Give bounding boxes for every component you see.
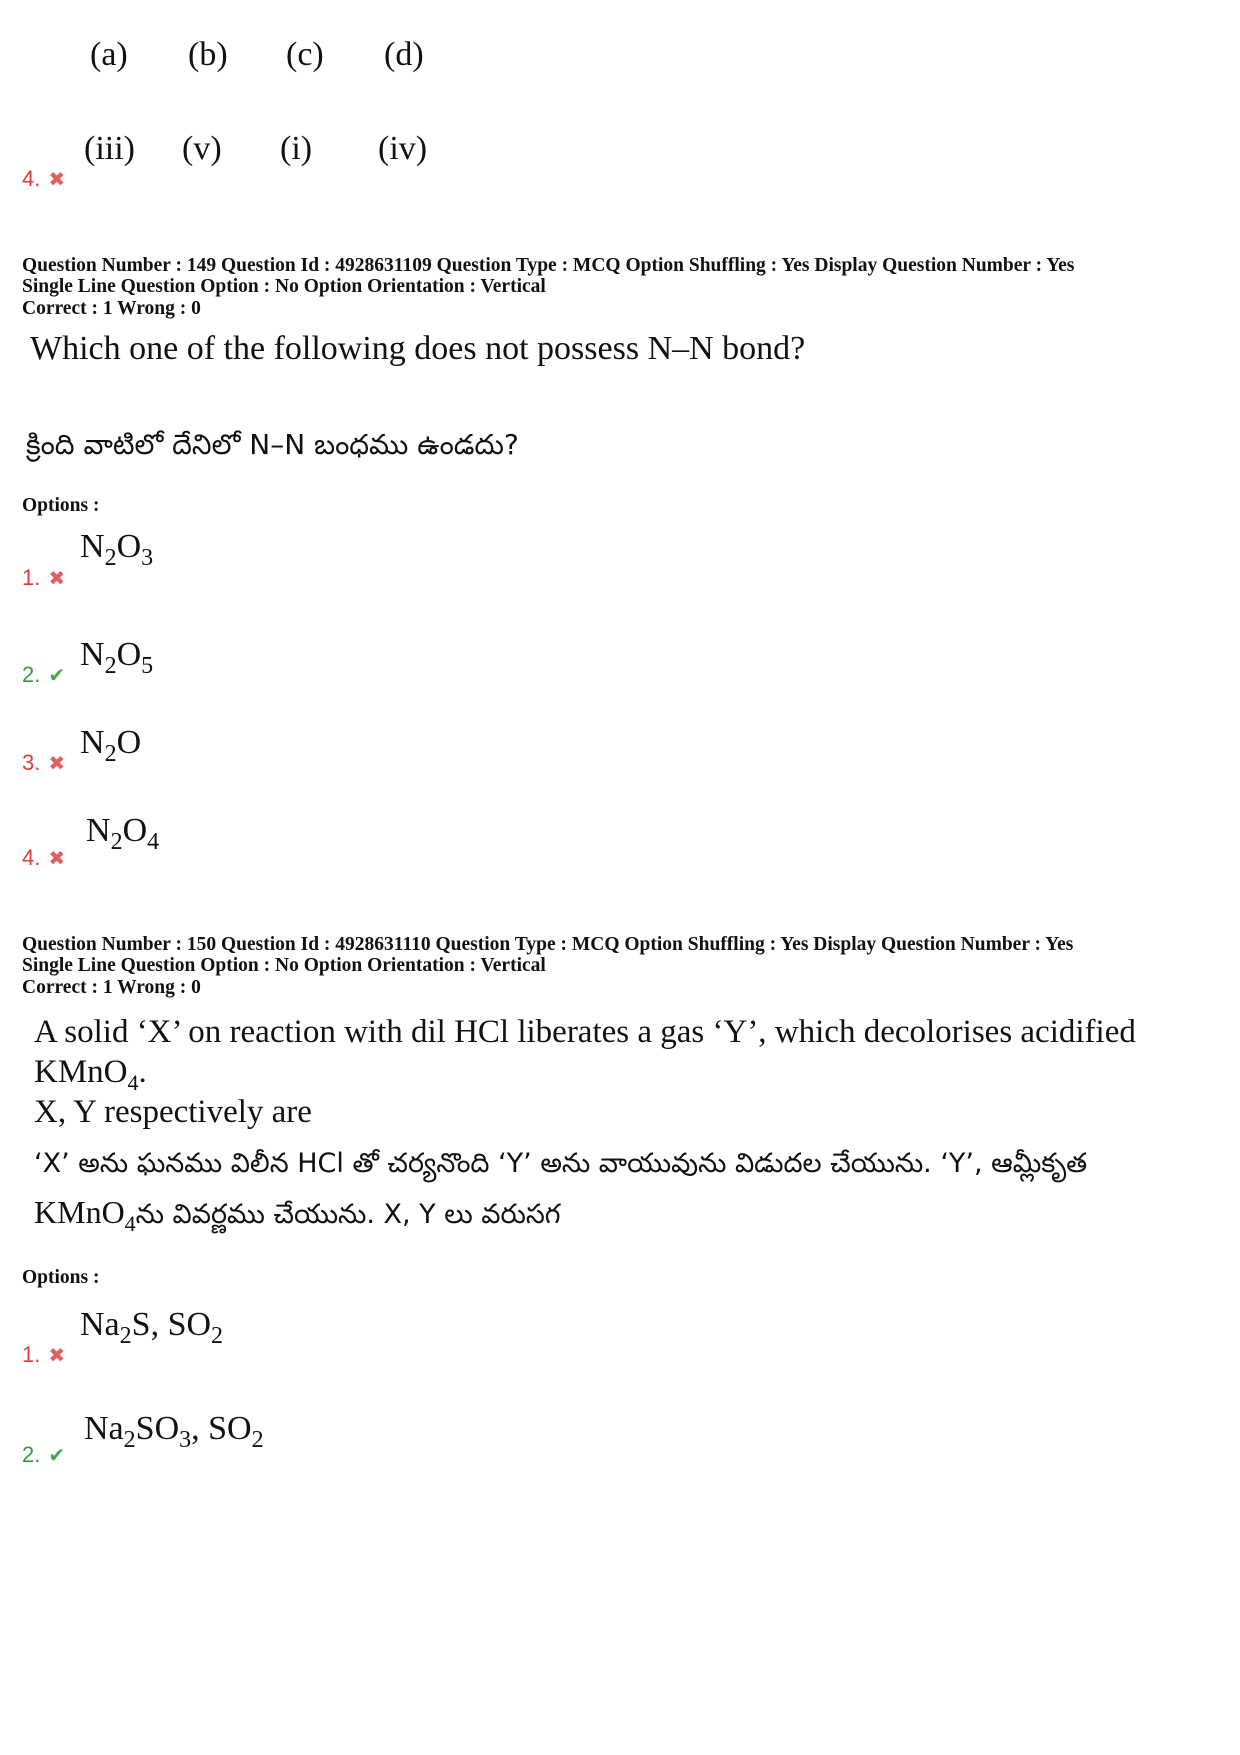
option-number: 1. [22,1342,41,1367]
match-value-b: (v) [182,130,222,167]
question-150-options-label: Options : [22,1267,100,1288]
question-150-text-en-line-1: A solid ‘X’ on reaction with dil HCl liberates a gas ‘Y’, which decolorises acidified KMnO$_4$. [34,1014,1136,1095]
q149-option-1-marker [22,565,65,591]
question-150-text-te-line-2: KMnO$_4$ను వివర్ణము చేయును. X, Y లు వరుసగ [34,1194,561,1236]
question-150-marks: Correct : 1 Wrong : 0 [22,977,201,998]
cross-icon: ✖ [48,566,66,590]
cross-icon: ✖ [48,751,66,775]
match-value-c: (i) [280,130,313,167]
option-number: 4. [22,166,41,191]
match-header-d: (d) [384,36,424,73]
prev-option-4-marker [22,166,65,192]
question-150-text-en [34,1012,1234,1132]
q149-option-2-marker [22,662,65,688]
q149-option-3-formula: $N_2O$ [80,724,142,767]
option-number: 3. [22,750,41,775]
match-header-c: (c) [286,36,324,73]
match-header-row [90,36,482,74]
check-icon: ✔ [48,663,66,687]
q150-option-1-marker [22,1342,65,1368]
match-value-a: (iii) [84,130,135,167]
question-149-marks: Correct : 1 Wrong : 0 [22,298,201,319]
cross-icon: ✖ [48,846,66,870]
q149-option-4-formula: $N_2O_4$ [86,812,160,855]
option-number: 4. [22,845,41,870]
match-header-a: (a) [90,36,128,73]
q150-option-2-formula: $Na_2SO_3$, $SO_2$ [84,1410,264,1453]
option-number: 2. [22,662,41,687]
q149-option-2-formula: $N_2O_5$ [80,636,154,679]
question-150-text-en-line-2: X, Y respectively are [34,1094,312,1130]
question-150-text-te-line-1: ‘X’ అను ఘనము విలీన HCl తో చర్యనొంది ‘Y’ అను వాయువును విడుదల చేయును. ‘Y’, ఆమ్లీకృత [34,1148,1088,1179]
question-149-text-te: క్రింది వాటిలో దేనిలో N–N బంధము ఉండదు? [26,428,519,461]
option-number: 1. [22,565,41,590]
meta-line-2: Single Line Question Option : No Option Orientation : Vertical [22,955,546,976]
question-149-options-label: Options : [22,495,100,516]
check-icon: ✔ [48,1443,66,1467]
question-149-meta [22,255,1222,297]
q149-option-1-formula: $N_2O_3$ [80,528,154,571]
meta-line-1: Question Number : 149 Question Id : 4928631109 Question Type : MCQ Option Shuffling : Yes Display Question Number : Yes [22,255,1075,276]
match-value-d: (iv) [378,130,428,167]
meta-line-1: Question Number : 150 Question Id : 4928631110 Question Type : MCQ Option Shuffling : Yes Display Question Number : Yes [22,934,1074,955]
q150-option-1-formula: $Na_2S$, $SO_2$ [80,1306,224,1349]
option-number: 2. [22,1442,41,1467]
question-149-text-en: Which one of the following does not possess N–N bond? [30,330,806,367]
meta-line-2: Single Line Question Option : No Option Orientation : Vertical [22,276,546,297]
q150-option-2-marker [22,1442,65,1468]
cross-icon: ✖ [48,1343,66,1367]
question-150-meta [22,934,1222,976]
q149-option-3-marker [22,750,65,776]
question-150-text-te [34,1140,1234,1239]
cross-icon: ✖ [48,167,66,191]
match-header-b: (b) [188,36,228,73]
prev-option-4-values [84,130,476,168]
q149-option-4-marker [22,845,65,871]
